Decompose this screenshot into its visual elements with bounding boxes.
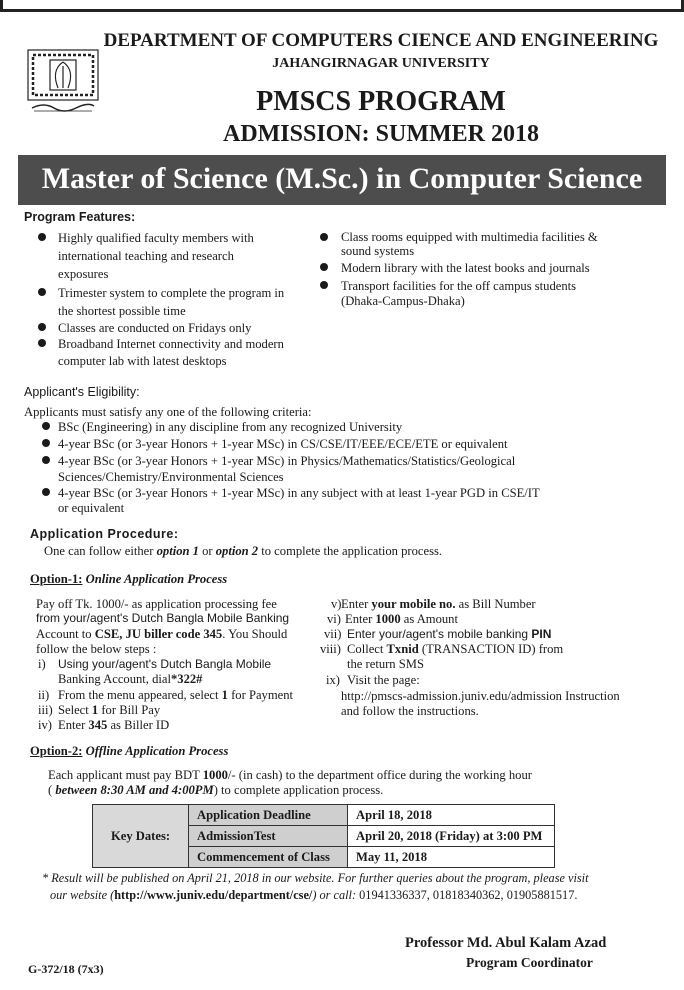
reference-code: G-372/18 (7x3)	[28, 962, 104, 976]
bullet-icon	[320, 263, 328, 271]
table-row	[93, 805, 555, 826]
step-1-text-b: Banking Account, dial*322#	[58, 672, 203, 686]
feature-left-3: Classes are conducted on Fridays only	[58, 321, 252, 335]
event-cell: Commencement of Class	[189, 847, 348, 868]
date-cell: May 11, 2018	[348, 847, 555, 868]
signatory-title: Program Coordinator	[466, 955, 593, 970]
admission-url-link[interactable]: http://pmscs-admission.juniv.edu/admission Instruction	[341, 689, 620, 703]
step-9-number: ix)	[326, 673, 340, 687]
step-3-text: Select 1 for Bill Pay	[58, 703, 161, 717]
procedure-intro: One can follow either option 1 or option 2 to complete the application process.	[44, 544, 443, 558]
eligibility-item-3b: Sciences/Chemistry/Environmental Sciences	[58, 470, 284, 484]
footnote-line-2: our website (http://www.juniv.edu/department/cse/) or call: 01941336337, 01818340362, 01905881517.	[50, 888, 578, 902]
bullet-icon	[42, 456, 50, 464]
bullet-icon	[320, 233, 328, 241]
feature-left-2b: the shortest possible time	[58, 304, 186, 318]
step-4-text: Enter 345 as Biller ID	[58, 718, 170, 732]
eligibility-heading: Applicant's Eligibility:	[24, 385, 140, 399]
feature-right-1b: sound systems	[341, 244, 415, 258]
banner-title: Master of Science (M.Sc.) in Computer Science	[41, 162, 643, 195]
step-3-number: iii)	[38, 703, 53, 717]
key-dates-header: Key Dates:	[93, 805, 189, 868]
program-title: PMSCS PROGRAM	[256, 86, 506, 117]
eligibility-item-4: 4-year BSc (or 3-year Honors + 1-year MSc) in any subject with at least 1-year PGD in CSE/IT	[58, 486, 540, 500]
bullet-icon	[42, 422, 50, 430]
step-5-text: Enter your mobile no. as Bill Number	[341, 597, 536, 611]
option1-line-1: Pay off Tk. 1000/- as application processing fee	[36, 597, 277, 611]
step-8-text-b: the return SMS	[347, 657, 424, 671]
event-cell: Application Deadline	[189, 805, 348, 826]
bullet-icon	[320, 281, 328, 289]
features-heading: Program Features:	[24, 210, 136, 224]
step-4-number: iv)	[38, 718, 52, 732]
step-6-number: vi)	[327, 612, 341, 626]
option2-heading: Option-2: Offline Application Process	[30, 744, 229, 758]
feature-left-1b: international teaching and research	[58, 249, 234, 263]
step-5-number: v)	[331, 597, 342, 611]
key-dates-table	[92, 804, 555, 868]
procedure-heading: Application Procedure:	[30, 527, 179, 541]
feature-right-3b: (Dhaka-Campus-Dhaka)	[341, 294, 465, 308]
admission-title: ADMISSION: SUMMER 2018	[222, 121, 539, 147]
bullet-icon	[42, 488, 50, 496]
bullet-icon	[38, 288, 46, 296]
bullet-icon	[38, 233, 46, 241]
step-1-text: Using your/agent's Dutch Bangla Mobile	[58, 657, 272, 671]
option2-line-1: Each applicant must pay BDT 1000/- (in cash) to the department office during the working hour	[48, 768, 532, 782]
step-8-text: Collect Txnid (TRANSACTION ID) from	[347, 642, 564, 656]
step-7-text: Enter your/agent's mobile banking PIN	[347, 627, 552, 641]
eligibility-item-2: 4-year BSc (or 3-year Honors + 1-year MSc) in CS/CSE/IT/EEE/ECE/ETE or equivalent	[58, 437, 508, 451]
option2-line-2: ( between 8:30 AM and 4:00PM) to complete application process.	[48, 783, 384, 797]
feature-right-3: Transport facilities for the off campus students	[341, 279, 577, 293]
feature-left-4b: computer lab with latest desktops	[58, 354, 227, 368]
feature-left-2: Trimester system to complete the program in	[58, 286, 285, 300]
top-border	[0, 0, 684, 12]
eligibility-item-3: 4-year BSc (or 3-year Honors + 1-year MSc) in Physics/Mathematics/Statistics/Geological	[58, 454, 516, 468]
feature-left-4: Broadband Internet connectivity and modern	[58, 337, 284, 351]
signatory-name: Professor Md. Abul Kalam Azad	[405, 935, 607, 951]
option1-line-4: follow the below steps :	[36, 642, 157, 656]
step-9-text-c: and follow the instructions.	[341, 704, 479, 718]
bullet-icon	[38, 339, 46, 347]
feature-right-1: Class rooms equipped with multimedia facilities &	[341, 230, 598, 244]
university-name: JAHANGIRNAGAR UNIVERSITY	[272, 56, 490, 71]
step-2-number: ii)	[38, 688, 50, 702]
eligibility-item-4b: or equivalent	[58, 501, 125, 515]
step-1-number: i)	[38, 657, 46, 671]
step-9-text: Visit the page:	[347, 673, 420, 687]
bullet-icon	[42, 439, 50, 447]
footnote-line-1: * Result will be published on April 21, 2018 in our website. For further queries about the program, please visit	[42, 871, 589, 885]
step-7-number: vii)	[324, 627, 342, 641]
university-seal-icon	[24, 48, 102, 118]
option1-line-3: Account to CSE, JU biller code 345. You Should	[36, 627, 288, 641]
step-6-text: Enter 1000 as Amount	[345, 612, 458, 626]
bullet-icon	[38, 323, 46, 331]
department-title: DEPARTMENT OF COMPUTERS CIENCE AND ENGINEERING	[103, 30, 659, 51]
step-8-number: viii)	[320, 642, 341, 656]
feature-left-1c: exposures	[58, 267, 109, 281]
step-2-text: From the menu appeared, select 1 for Payment	[58, 688, 294, 702]
eligibility-intro: Applicants must satisfy any one of the following criteria:	[24, 405, 312, 419]
date-cell: April 20, 2018 (Friday) at 3:00 PM	[348, 826, 555, 847]
eligibility-item-1: BSc (Engineering) in any discipline from any recognized University	[58, 420, 403, 434]
date-cell: April 18, 2018	[348, 805, 555, 826]
title-banner	[18, 155, 666, 205]
event-cell: AdmissionTest	[189, 826, 348, 847]
feature-right-2: Modern library with the latest books and journals	[341, 261, 590, 275]
option1-heading: Option-1: Online Application Process	[30, 572, 228, 586]
option1-line-2: from your/agent's Dutch Bangla Mobile Banking	[36, 611, 290, 625]
feature-left-1: Highly qualified faculty members with	[58, 231, 254, 245]
